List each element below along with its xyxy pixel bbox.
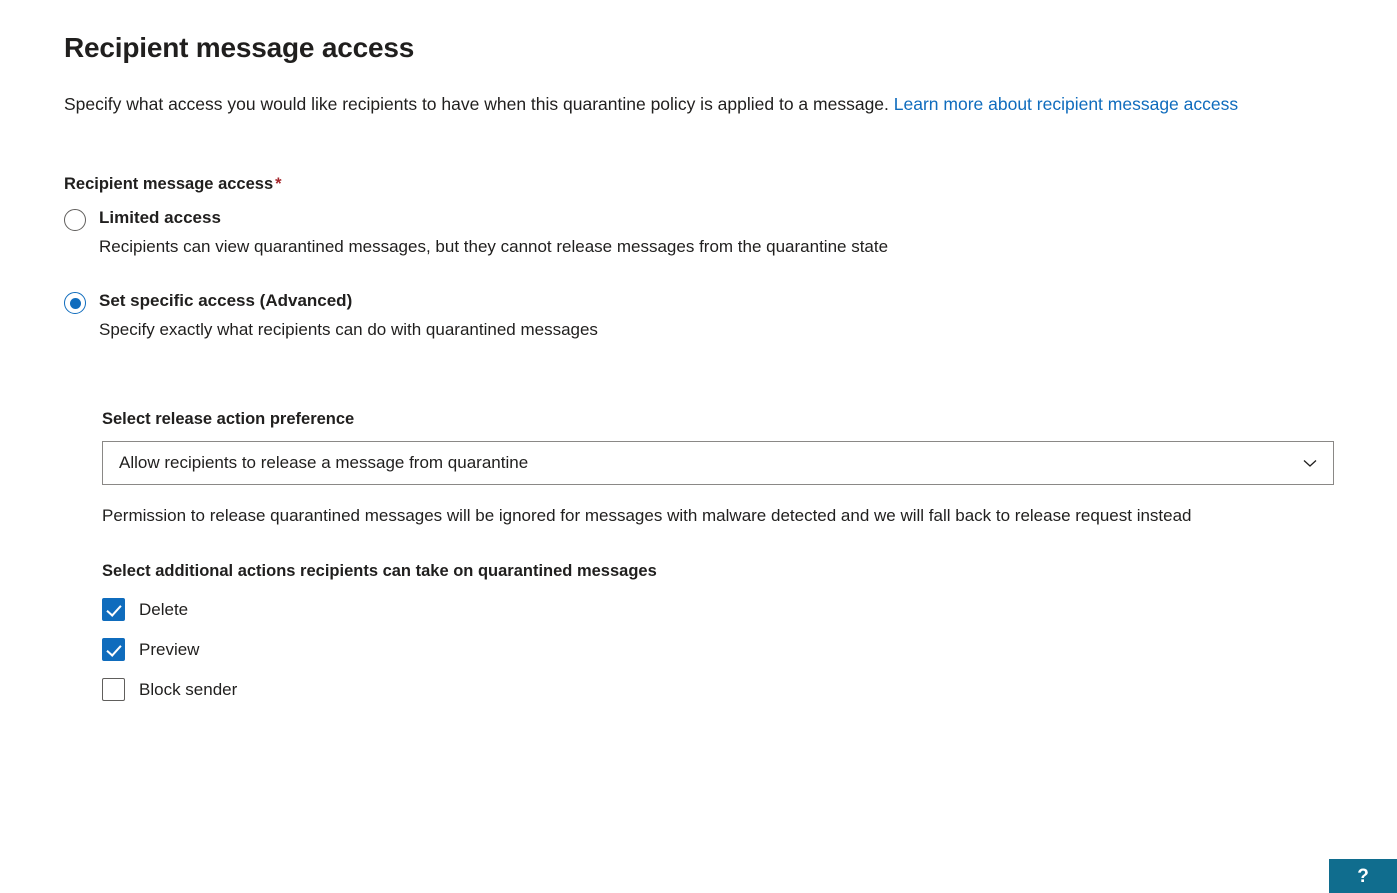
release-preference-selected-value: Allow recipients to release a message from quarantine [119,453,529,472]
additional-actions-label: Select additional actions recipients can take on quarantined messages [102,562,657,580]
panel-description [64,90,1333,119]
recipient-message-access-label-text: Recipient message access [64,175,274,193]
release-preference-dropdown[interactable] [102,441,1334,485]
radio-option-limited-access[interactable] [64,206,1333,261]
help-button[interactable] [1329,859,1397,893]
radio-set-specific-access-title: Set specific access (Advanced) [99,291,353,310]
page-title: Recipient message access [64,32,415,63]
radio-set-specific-access-indicator[interactable] [64,292,86,314]
radio-limited-access-title: Limited access [99,208,221,227]
specific-access-settings [102,410,1333,701]
help-question-icon: ? [1357,865,1369,887]
radio-set-specific-access-texts [99,289,598,344]
release-preference-label: Select release action preference [102,410,355,428]
chevron-down-icon [1301,454,1319,472]
checkbox-preview-label: Preview [139,639,200,659]
panel-description-text: Specify what access you would like recipients to have when this quarantine policy is applied to a message. [64,94,894,114]
radio-limited-access-description: Recipients can view quarantined messages, but they cannot release messages from the quarantine state [99,237,889,256]
checkbox-delete-label: Delete [139,599,189,619]
learn-more-link[interactable]: Learn more about recipient message access [893,94,1239,114]
checkbox-row-delete[interactable] [102,598,1333,621]
checkbox-row-block-sender[interactable] [102,678,1333,701]
radio-limited-access-texts [99,206,888,261]
checkbox-block-sender[interactable] [102,678,125,701]
required-asterisk: * [275,175,282,193]
checkbox-preview[interactable] [102,638,125,661]
radio-limited-access-indicator[interactable] [64,209,86,231]
release-preference-helper-text: Permission to release quarantined messages will be ignored for messages with malware detected and we will fall back to release request instead [102,506,1192,525]
recipient-message-access-radio-group [64,206,1333,344]
radio-option-set-specific-access[interactable] [64,289,1333,344]
radio-set-specific-access-description: Specify exactly what recipients can do with quarantined messages [99,320,598,339]
recipient-message-access-label [64,175,1333,194]
checkbox-block-sender-label: Block sender [139,679,238,699]
checkbox-row-preview[interactable] [102,638,1333,661]
checkbox-delete[interactable] [102,598,125,621]
